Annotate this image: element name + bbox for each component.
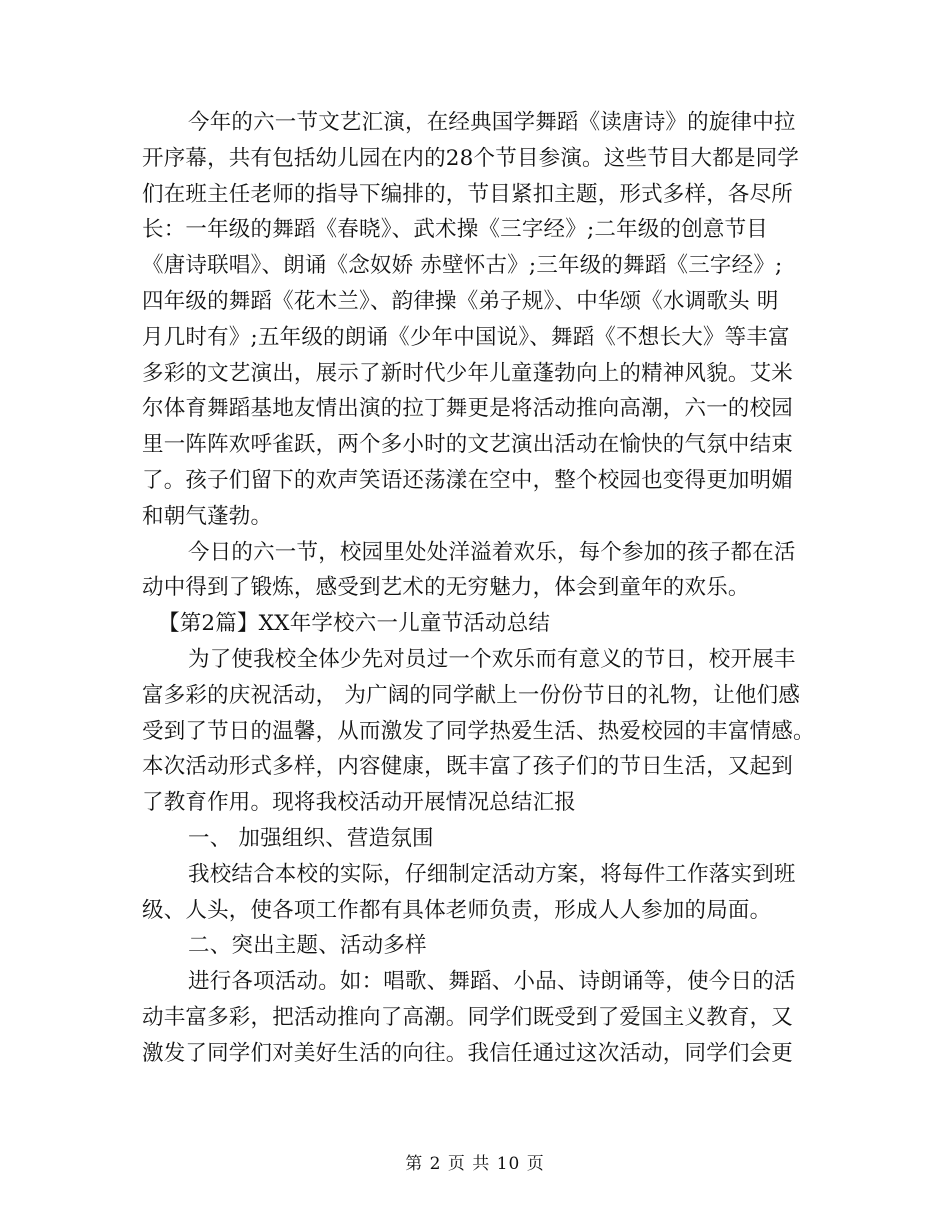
paragraph-line: 级、人头，使各项工作都有具体老师负责，形成人人参加的局面。 [142, 897, 772, 923]
paragraph-line: 动丰富多彩，把活动推向了高潮。同学们既受到了爱国主义教育，又 [142, 1004, 794, 1030]
paragraph-line: 们在班主任老师的指导下编排的，节目紧扣主题，形式多样，各尽所 [142, 181, 794, 207]
document-body [142, 105, 815, 1072]
paragraph-line: 里一阵阵欢呼雀跃，两个多小时的文艺演出活动在愉快的气氛中结束 [142, 432, 794, 458]
paragraph-line: 本次活动形式多样，内容健康，既丰富了孩子们的节日生活，又起到 [142, 754, 794, 780]
subsection-heading: 一、 加强组织、营造氛围 [188, 825, 434, 851]
paragraph-line: 长：一年级的舞蹈《春晓》、武术操《三字经》;二年级的创意节目 [142, 217, 768, 243]
paragraph-line: 动中得到了锻炼，感受到艺术的无穷魅力，体会到童年的欢乐。 [142, 575, 750, 601]
paragraph-line: 多彩的文艺演出，展示了新时代少年儿童蓬勃向上的精神风貌。艾米 [142, 360, 794, 386]
paragraph-line: 和朝气蓬勃。 [142, 503, 273, 529]
subsection-heading: 二、突出主题、活动多样 [188, 933, 427, 959]
paragraph-line: 激发了同学们对美好生活的向往。我信任通过这次活动，同学们会更 [142, 1040, 794, 1066]
paragraph-line: 我校结合本校的实际，仔细制定活动方案，将每件工作落实到班 [188, 861, 796, 887]
paragraph-line: 开序幕，共有包括幼儿园在内的28个节目参演。这些节目大都是同学 [142, 145, 800, 171]
paragraph-line: 进行各项活动。如：唱歌、舞蹈、小品、诗朗诵等，使今日的活 [188, 969, 796, 995]
section-heading: 【第2篇】XX年学校六一儿童节活动总结 [158, 611, 551, 637]
paragraph-line: 了。孩子们留下的欢声笑语还荡漾在空中，整个校园也变得更加明媚 [142, 467, 794, 493]
paragraph-line: 今年的六一节文艺汇演，在经典国学舞蹈《读唐诗》的旋律中拉 [188, 110, 796, 135]
paragraph-line: 尔体育舞蹈基地友情出演的拉丁舞更是将活动推向高潮，六一的校园 [142, 396, 794, 422]
page-number-footer: 第 2 页 共 10 页 [405, 1154, 545, 1174]
paragraph-line: 富多彩的庆祝活动， 为广阔的同学献上一份份节日的礼物，让他们感 [142, 682, 801, 708]
paragraph-line: 受到了节日的温馨，从而激发了同学热爱生活、热爱校园的丰富情感。 [142, 718, 815, 744]
paragraph-line: 《唐诗联唱》、朗诵《念奴娇 赤壁怀古》;三年级的舞蹈《三字经》; [142, 253, 783, 279]
paragraph-line: 四年级的舞蹈《花木兰》、韵律操《弟子规》、中华颂《水调歌头 明 [142, 288, 779, 314]
paragraph-line: 月几时有》;五年级的朗诵《少年中国说》、舞蹈《不想长大》等丰富 [142, 324, 790, 350]
paragraph-line: 今日的六一节，校园里处处洋溢着欢乐，每个参加的孩子都在活 [188, 539, 796, 565]
paragraph-line: 了教育作用。现将我校活动开展情况总结汇报 [142, 790, 577, 816]
paragraph-line: 为了使我校全体少先对员过一个欢乐而有意义的节日，校开展丰 [188, 646, 796, 672]
